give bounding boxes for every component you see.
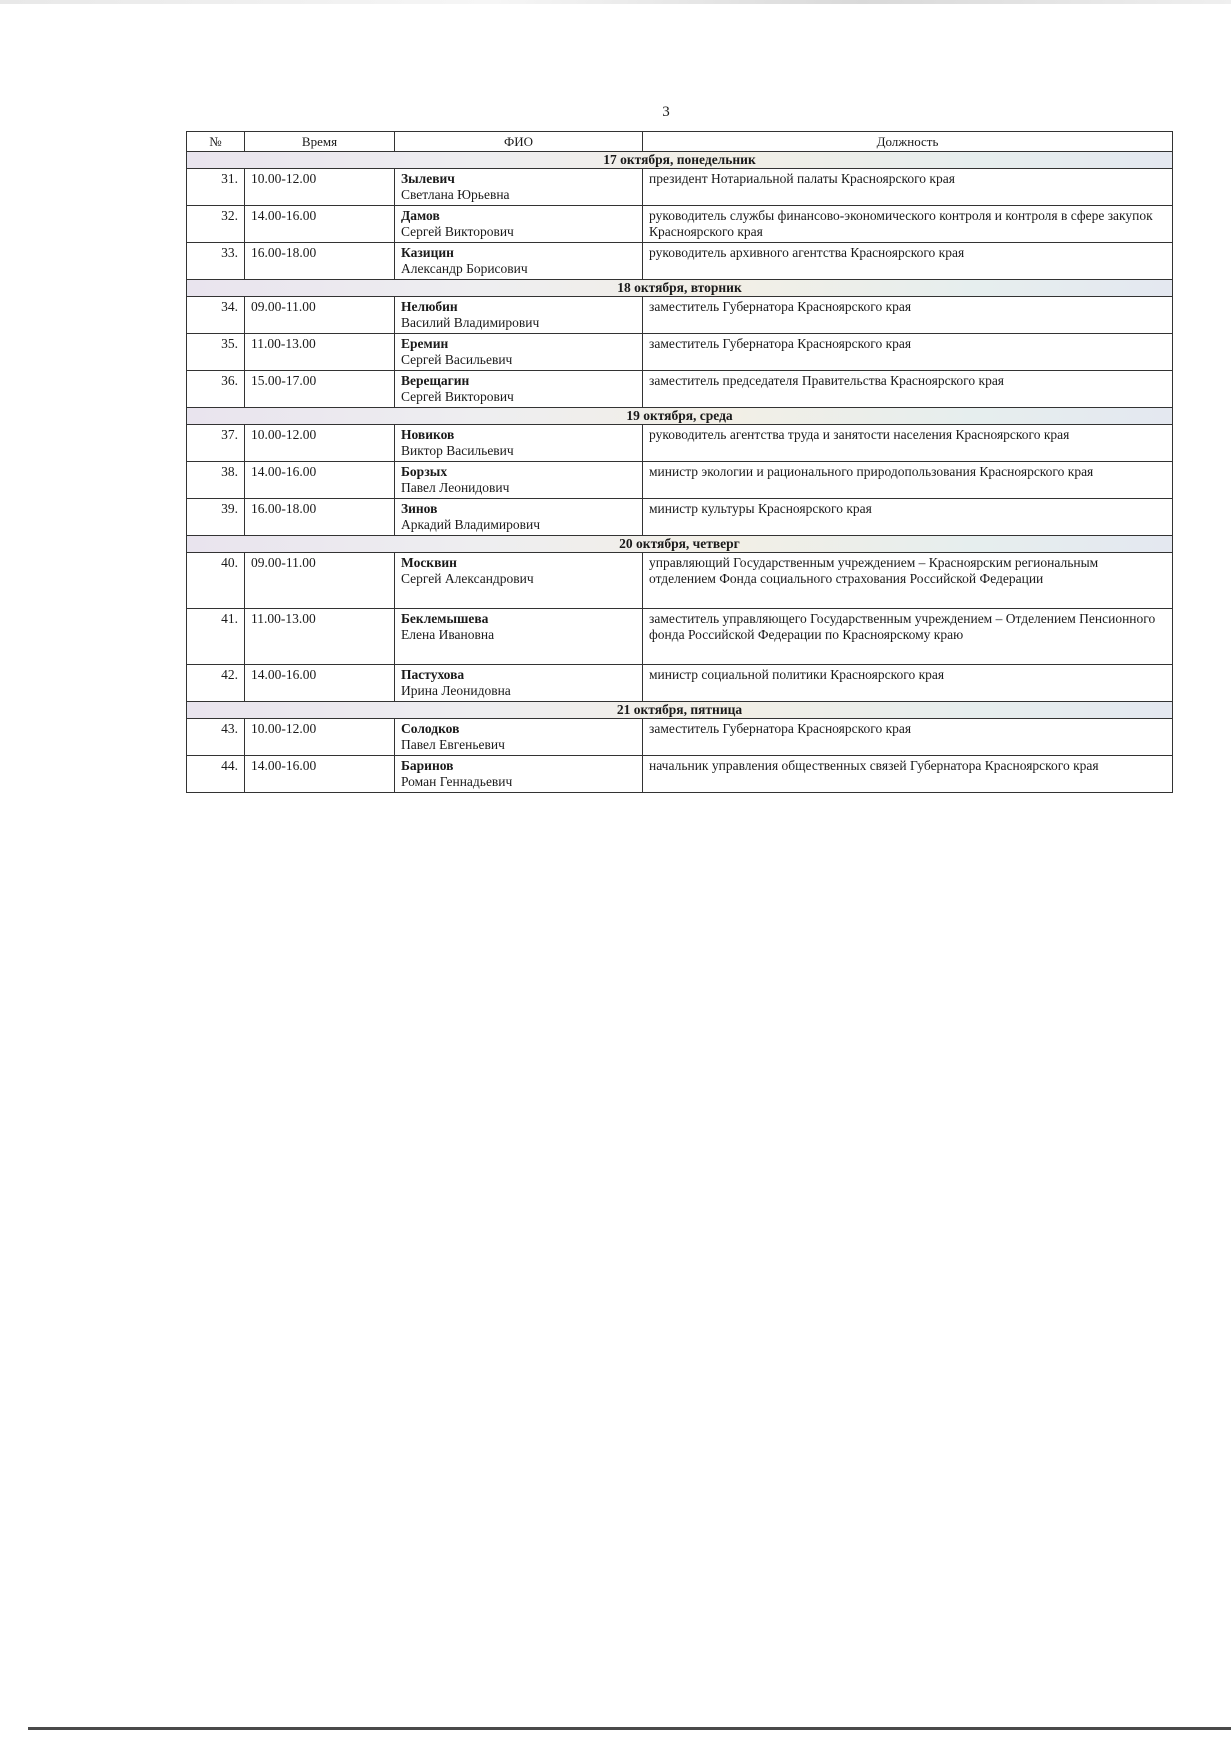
header-num: № (187, 132, 245, 152)
row-number: 38. (187, 462, 245, 499)
row-fio (395, 334, 643, 371)
surname: Еремин (401, 336, 449, 351)
row-position: управляющий Государственным учреждением – Красноярским региональным отделением Фонда социального страхования Российской Федерации (643, 553, 1173, 609)
day-title: 20 октября, четверг (187, 536, 1173, 553)
row-position: руководитель службы финансово-экономического контроля и контроля в сфере закупок Красноярского края (643, 206, 1173, 243)
row-number: 36. (187, 371, 245, 408)
given-names: Ирина Леонидовна (401, 683, 511, 698)
row-fio (395, 462, 643, 499)
surname: Казицин (401, 245, 454, 260)
row-number: 39. (187, 499, 245, 536)
schedule-body (187, 152, 1173, 793)
day-title: 19 октября, среда (187, 408, 1173, 425)
row-fio (395, 756, 643, 793)
table-row (187, 243, 1173, 280)
table-row (187, 553, 1173, 609)
day-title: 17 октября, понедельник (187, 152, 1173, 169)
given-names: Сергей Викторович (401, 389, 514, 404)
day-title: 21 октября, пятница (187, 702, 1173, 719)
row-time: 10.00-12.00 (245, 425, 395, 462)
table-row (187, 334, 1173, 371)
header-fio: ФИО (395, 132, 643, 152)
day-header-row (187, 702, 1173, 719)
surname: Зинов (401, 501, 438, 516)
row-position: заместитель Губернатора Красноярского края (643, 334, 1173, 371)
surname: Беклемышева (401, 611, 489, 626)
page-number: 3 (662, 104, 670, 120)
table-row (187, 719, 1173, 756)
row-number: 43. (187, 719, 245, 756)
row-fio (395, 243, 643, 280)
row-time: 14.00-16.00 (245, 665, 395, 702)
table-row (187, 609, 1173, 665)
table-row (187, 371, 1173, 408)
table-row (187, 499, 1173, 536)
row-fio (395, 719, 643, 756)
surname: Верещагин (401, 373, 470, 388)
day-header-row (187, 280, 1173, 297)
row-fio (395, 499, 643, 536)
table-row (187, 169, 1173, 206)
row-position: министр культуры Красноярского края (643, 499, 1173, 536)
row-time: 14.00-16.00 (245, 756, 395, 793)
row-number: 37. (187, 425, 245, 462)
given-names: Аркадий Владимирович (401, 517, 541, 532)
schedule-table (186, 131, 1173, 793)
table-row (187, 756, 1173, 793)
row-position: начальник управления общественных связей Губернатора Красноярского края (643, 756, 1173, 793)
day-header-row (187, 536, 1173, 553)
row-fio (395, 553, 643, 609)
given-names: Сергей Васильевич (401, 352, 513, 367)
day-title: 18 октября, вторник (187, 280, 1173, 297)
row-time: 11.00-13.00 (245, 609, 395, 665)
row-position: заместитель управляющего Государственным учреждением – Отделением Пенсионного фонда Российской Федерации по Красноярскому краю (643, 609, 1173, 665)
table-row (187, 462, 1173, 499)
row-time: 10.00-12.00 (245, 719, 395, 756)
table-row (187, 297, 1173, 334)
given-names: Светлана Юрьевна (401, 187, 510, 202)
row-position: заместитель председателя Правительства Красноярского края (643, 371, 1173, 408)
row-position: министр социальной политики Красноярского края (643, 665, 1173, 702)
row-number: 31. (187, 169, 245, 206)
row-number: 42. (187, 665, 245, 702)
given-names: Павел Евгеньевич (401, 737, 505, 752)
row-fio (395, 169, 643, 206)
row-number: 41. (187, 609, 245, 665)
row-number: 33. (187, 243, 245, 280)
header-time: Время (245, 132, 395, 152)
surname: Солодков (401, 721, 460, 736)
surname: Дамов (401, 208, 440, 223)
table-row (187, 425, 1173, 462)
row-time: 14.00-16.00 (245, 462, 395, 499)
table-row (187, 665, 1173, 702)
given-names: Сергей Викторович (401, 224, 514, 239)
row-fio (395, 371, 643, 408)
row-number: 40. (187, 553, 245, 609)
row-time: 15.00-17.00 (245, 371, 395, 408)
scan-edge-top (0, 0, 1231, 4)
day-header-row (187, 152, 1173, 169)
surname: Нелюбин (401, 299, 458, 314)
row-position: заместитель Губернатора Красноярского края (643, 719, 1173, 756)
table-row (187, 206, 1173, 243)
given-names: Павел Леонидович (401, 480, 510, 495)
row-position: заместитель Губернатора Красноярского края (643, 297, 1173, 334)
row-position: руководитель агентства труда и занятости населения Красноярского края (643, 425, 1173, 462)
surname: Борзых (401, 464, 448, 479)
given-names: Елена Ивановна (401, 627, 495, 642)
row-fio (395, 609, 643, 665)
row-fio (395, 665, 643, 702)
row-time: 11.00-13.00 (245, 334, 395, 371)
given-names: Сергей Александрович (401, 571, 534, 586)
given-names: Александр Борисович (401, 261, 528, 276)
day-header-row (187, 408, 1173, 425)
surname: Москвин (401, 555, 457, 570)
row-fio (395, 425, 643, 462)
row-number: 34. (187, 297, 245, 334)
given-names: Роман Геннадьевич (401, 774, 513, 789)
row-time: 16.00-18.00 (245, 243, 395, 280)
row-time: 09.00-11.00 (245, 297, 395, 334)
surname: Новиков (401, 427, 455, 442)
surname: Пастухова (401, 667, 465, 682)
row-time: 16.00-18.00 (245, 499, 395, 536)
surname: Зылевич (401, 171, 455, 186)
row-number: 35. (187, 334, 245, 371)
row-time: 10.00-12.00 (245, 169, 395, 206)
scan-edge-bottom (28, 1727, 1231, 1730)
header-row (187, 132, 1173, 152)
header-position: Должность (643, 132, 1173, 152)
row-fio (395, 206, 643, 243)
row-position: министр экологии и рационального природопользования Красноярского края (643, 462, 1173, 499)
row-position: руководитель архивного агентства Красноярского края (643, 243, 1173, 280)
given-names: Виктор Васильевич (401, 443, 514, 458)
row-position: президент Нотариальной палаты Красноярского края (643, 169, 1173, 206)
surname: Баринов (401, 758, 454, 773)
row-number: 44. (187, 756, 245, 793)
row-time: 14.00-16.00 (245, 206, 395, 243)
row-number: 32. (187, 206, 245, 243)
row-time: 09.00-11.00 (245, 553, 395, 609)
given-names: Василий Владимирович (401, 315, 540, 330)
row-fio (395, 297, 643, 334)
